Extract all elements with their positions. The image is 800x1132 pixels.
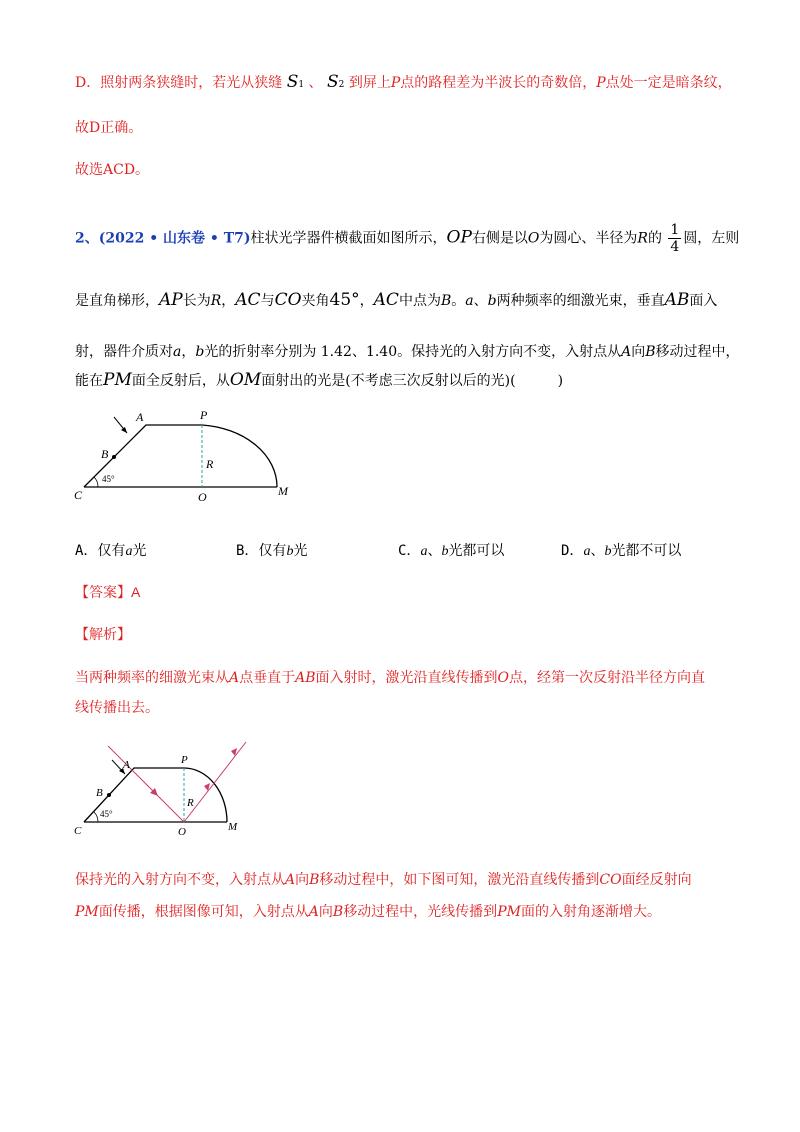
option-d-explanation: D．照射两条狭缝时，若光从狭缝 S1 、 S2 到屏上P点的路程差为半波长的奇数倍，P点处一定是暗条纹， — [75, 72, 732, 92]
question-number: 2、(2022 • 山东卷 • T7) — [75, 230, 251, 247]
explanation-line-3: 保持光的入射方向不变，入射点从A向B移动过程中，如下图可知，激光沿直线传播到CO面经反射向 — [75, 872, 692, 888]
label-b: B — [96, 787, 103, 799]
label-a: A — [136, 410, 144, 424]
choice-conclusion: 故选ACD。 — [75, 162, 150, 178]
label-r: R — [187, 797, 194, 809]
angle-arc — [94, 812, 98, 822]
point-b-dot — [107, 793, 111, 797]
explanation-line-4: PM面传播，根据图像可知，入射点从A向B移动过程中，光线传播到PM面的入射角逐渐增大。 — [75, 904, 661, 920]
label-a: A — [123, 759, 130, 771]
label-c: C — [74, 825, 82, 837]
label-b: B — [101, 447, 109, 461]
label-p: P — [200, 408, 208, 422]
label-m: M — [228, 821, 238, 833]
option-c[interactable]: C．a、b光都可以 — [398, 543, 505, 559]
label-angle: 45° — [100, 809, 113, 819]
label-o: O — [198, 490, 207, 504]
figure-reflection-path — [70, 738, 270, 838]
option-a[interactable]: A．仅有a光 — [75, 543, 147, 559]
label-o: O — [178, 826, 186, 838]
analysis-label: 【解析】 — [75, 626, 131, 642]
question-2-line-4: 能在PM面全反射后，从OM面射出的光是(不考虑三次反射以后的光)( ) — [75, 370, 564, 390]
point-b-dot — [112, 455, 116, 459]
explanation-line-2: 线传播出去。 — [75, 700, 159, 716]
answer-label: 【答案】A — [75, 584, 141, 600]
option-d-conclusion: 故D正确。 — [75, 120, 143, 136]
label-angle: 45° — [102, 474, 115, 484]
label-c: C — [74, 488, 83, 502]
label-r: R — [206, 457, 214, 471]
question-2-line-3: 射，器件介质对a，b光的折射率分别为 1.42、1.40。保持光的入射方向不变，入射点从A向B移动过程中， — [75, 344, 740, 360]
question-2-line-2: 是直角梯形，AP长为R，AC与CO夹角45°，AC中点为B。a、b两种频率的细激光束，垂直AB面入 — [75, 290, 718, 310]
option-b[interactable]: B．仅有b光 — [236, 543, 308, 559]
reflected-ray — [184, 742, 246, 822]
fraction-one-quarter: $\frac{1}{4}$ — [670, 222, 680, 255]
arrow-head-icon — [121, 427, 127, 433]
label-m: M — [278, 484, 288, 498]
explanation-line-1: 当两种频率的细激光束从A点垂直于AB面入射时，激光沿直线传播到O点，经第一次反射沿半径方向直 — [75, 670, 706, 686]
label-p: P — [181, 754, 188, 766]
quarter-arc — [202, 425, 277, 487]
figure-optical-device — [70, 405, 290, 505]
option-d[interactable]: D．a、b光都不可以 — [561, 543, 682, 559]
question-2-line-1: 2、(2022 • 山东卷 • T7)柱状光学器件横截面如图所示，OP右侧是以O为圆心、半径为R的 $\frac{1}{4}$ 圆，左则 — [75, 222, 740, 255]
angle-arc — [94, 477, 98, 487]
